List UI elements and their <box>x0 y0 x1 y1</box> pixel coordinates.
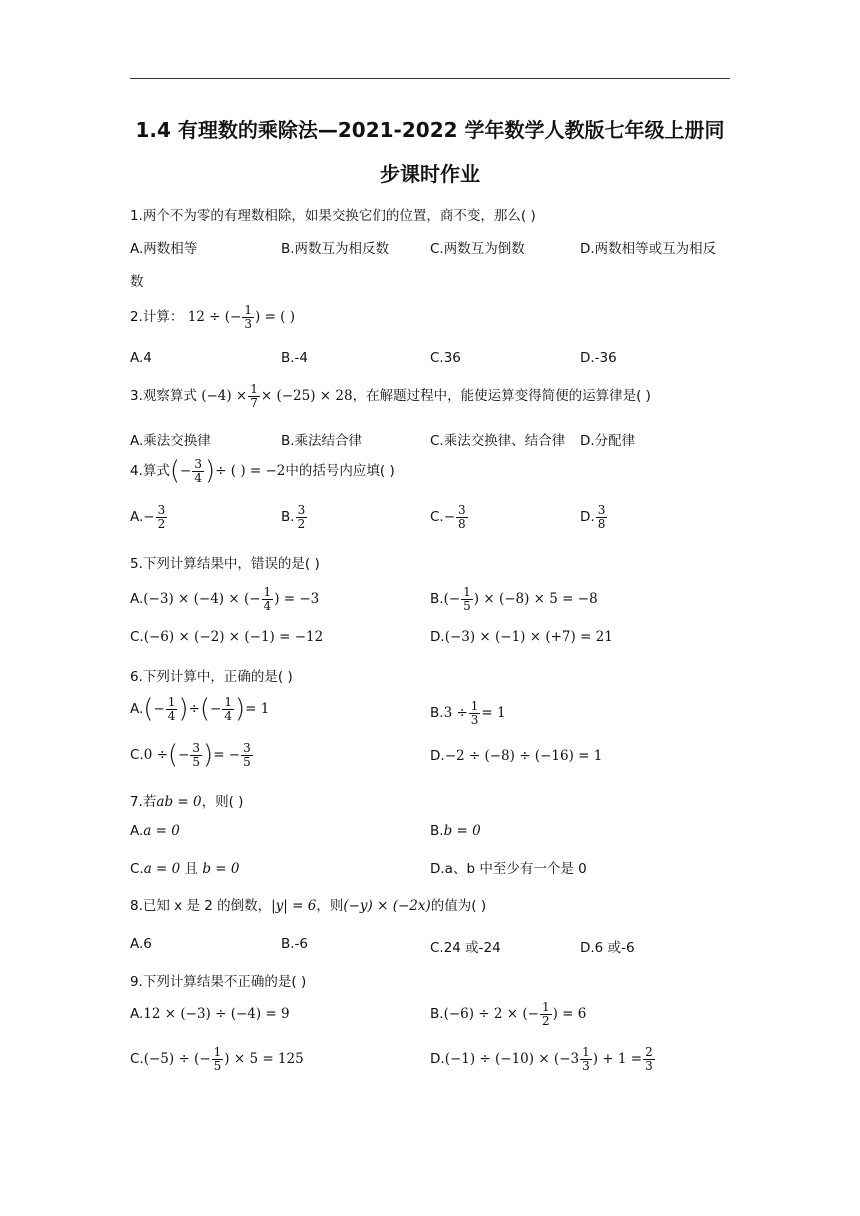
q7-stem <box>130 790 243 810</box>
q2-option-b: B.-4 <box>281 350 309 366</box>
q3-option-c: C.乘法交换律、结合律 <box>430 433 566 449</box>
q2-expr-a: 12 ÷ (− <box>187 309 242 326</box>
q8-prefix: 8.已知 x 是 2 的倒数， <box>130 898 272 914</box>
q9-option-d: D.(−1) ÷ (−10) × (−3 $\frac{1}{3}$ ) + 1 = $\frac{2}{3}$ <box>430 1045 653 1073</box>
q7-option-a: A.a = 0 <box>130 823 180 839</box>
q3-option-d: D.分配律 <box>580 433 636 449</box>
q2-prefix: 2.计算： <box>130 309 184 326</box>
q8-expr-abs: |y| = 6 <box>271 898 317 914</box>
q8-option-b: B.-6 <box>281 936 309 952</box>
q6-option-b: B.3 ÷ $\frac{1}{3}$ = 1 <box>430 699 506 727</box>
q3-option-a: A.乘法交换律 <box>130 433 211 449</box>
q3-expr-b: × (−25) × 28 <box>260 388 353 405</box>
q4-option-d: D. $\frac{3}{8}$ <box>580 503 606 531</box>
q5-stem: 5.下列计算结果中，错误的是( ) <box>130 556 320 572</box>
title-line-2: 步课时作业 <box>380 162 480 186</box>
q3-option-b: B.乘法结合律 <box>281 433 363 449</box>
header-rule <box>130 78 730 79</box>
q7-option-c: C.a = 0 且 b = 0 <box>130 861 240 877</box>
q6-option-a: A.(− $\frac{1}{4}$ )÷(− $\frac{1}{4}$ )= 1 <box>130 694 270 724</box>
q1-option-a: A.两数相等 <box>130 241 198 257</box>
q9-option-a: A.12 × (−3) ÷ (−4) = 9 <box>130 1006 290 1022</box>
q4-expr-b: ÷ ( ) = −2 <box>215 463 286 479</box>
q4-prefix: 4.算式 <box>130 463 170 479</box>
q2-expr-b: ) = ( ) <box>254 309 295 326</box>
q2-option-c: C.36 <box>430 350 461 366</box>
q4-option-c: C.− $\frac{3}{8}$ <box>430 503 466 531</box>
q3-expr-a: (−4) × <box>201 388 248 405</box>
q4-option-b: B. $\frac{3}{2}$ <box>281 503 306 531</box>
q3-prefix: 3.观察算式 <box>130 388 197 405</box>
q6-option-d: D.−2 ÷ (−8) ÷ (−16) = 1 <box>430 748 603 764</box>
q3-stem <box>130 383 651 409</box>
q4-stem: 4.算式(− $\frac{3}{4}$ )÷ ( ) = −2中的括号内应填( ) <box>130 456 395 486</box>
q8-option-d: D.6 或-6 <box>580 940 635 956</box>
q5-option-b: B.(− $\frac{1}{5}$ ) × (−8) × 5 = −8 <box>430 585 598 613</box>
q6-stem: 6.下列计算中，正确的是( ) <box>130 669 293 685</box>
q1-option-b: B.两数互为相反数 <box>281 241 390 257</box>
q2-option-a: A.4 <box>130 350 152 366</box>
q9-option-c: C.(−5) ÷ (− $\frac{1}{5}$ ) × 5 = 125 <box>130 1045 304 1073</box>
q2-stem <box>130 304 295 330</box>
q3-suffix: ，在解题过程中，能使运算变得简便的运算律是( ) <box>352 388 651 405</box>
q9-option-b: B.(−6) ÷ 2 × (− $\frac{1}{2}$ ) = 6 <box>430 1000 587 1028</box>
q4-neg-sign: − <box>180 463 192 479</box>
q2-option-d: D.-36 <box>580 350 617 366</box>
q8-expr-product: (−y) × (−2x) <box>343 898 431 914</box>
q5-option-a: A.(−3) × (−4) × (− $\frac{1}{4}$ ) = −3 <box>130 585 320 613</box>
q8-suffix: 的值为( ) <box>430 898 487 914</box>
q8-stem <box>130 894 486 914</box>
q7-prefix: 7.若 <box>130 794 157 810</box>
q6-option-c: C.0 ÷(− $\frac{3}{5}$ )= − $\frac{3}{5}$ <box>130 740 251 770</box>
q1-option-d: D.两数相等或互为相反 <box>580 241 717 257</box>
q7-option-d: D.a、b 中至少有一个是 0 <box>430 861 587 877</box>
q3-fraction: $\frac{1}{7}$ <box>250 382 258 410</box>
title-line-1: 1.4 有理数的乘除法—2021-2022 学年数学人教版七年级上册同 <box>135 118 725 142</box>
q8-option-c: C.24 或-24 <box>430 940 501 956</box>
q4-suffix: 中的括号内应填( ) <box>285 463 395 479</box>
q4-fraction: $\frac{3}{4}$ <box>194 456 202 485</box>
q9-stem: 9.下列计算结果不正确的是( ) <box>130 974 307 990</box>
q2-fraction: $\frac{1}{3}$ <box>244 303 252 331</box>
q5-option-c: C.(−6) × (−2) × (−1) = −12 <box>130 629 324 645</box>
q8-option-a: A.6 <box>130 936 152 952</box>
q1-option-c: C.两数互为倒数 <box>430 241 525 257</box>
q1-stem: 1.两个不为零的有理数相除，如果交换它们的位置，商不变，那么( ) <box>130 208 536 224</box>
q4-option-a: A.− $\frac{3}{2}$ <box>130 503 166 531</box>
q8-mid: ，则 <box>316 898 344 914</box>
q5-option-d: D.(−3) × (−1) × (+7) = 21 <box>430 629 613 645</box>
q1-option-d-cont: 数 <box>130 274 144 290</box>
q7-expr: ab = 0 <box>156 794 202 810</box>
q7-suffix: ，则( ) <box>201 794 244 810</box>
q7-option-b: B.b = 0 <box>430 823 481 839</box>
